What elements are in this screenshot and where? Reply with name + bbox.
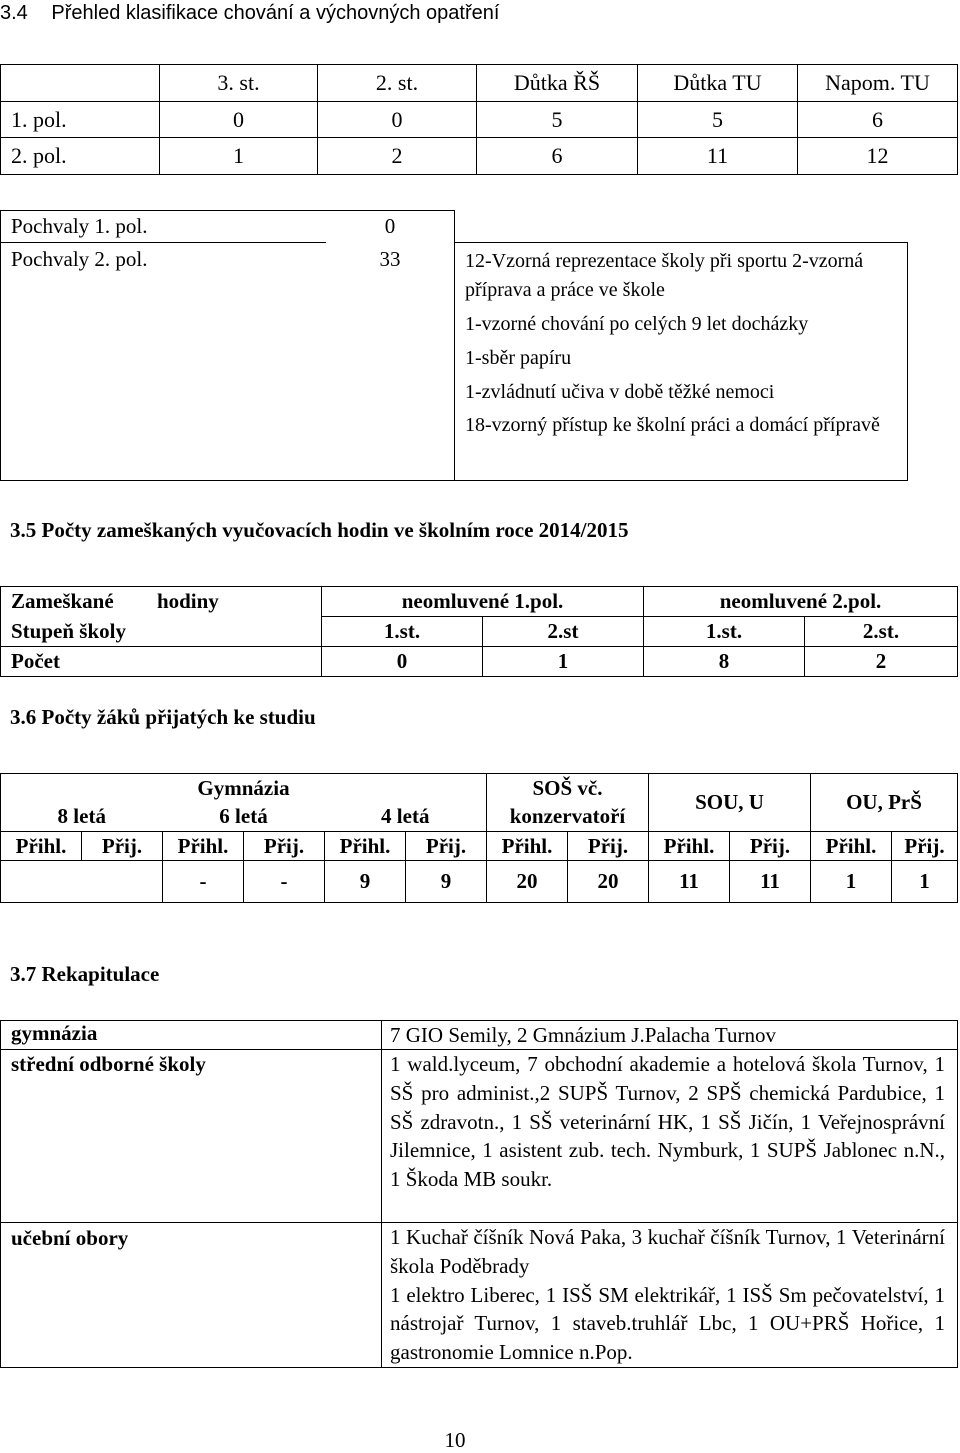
- recap-text: 7 GIO Semily, 2 Gmnázium J.Palacha Turnov: [382, 1021, 958, 1050]
- list-item: 18-vzorný přístup ke školní práci a domácí přípravě: [465, 414, 880, 436]
- table-row: [1, 1223, 958, 1368]
- row-label: hodiny: [156, 589, 219, 614]
- table-cell: 5: [638, 102, 798, 138]
- list-item: 12-Vzorná reprezentace školy při sportu 2-vzorná příprava a práce ve škole: [465, 250, 864, 301]
- table-cell: 9: [325, 861, 406, 903]
- table-cell: 5: [477, 102, 638, 138]
- header-cell: OU, PrŠ: [811, 774, 958, 832]
- table-cell: 2: [318, 138, 477, 175]
- header-cell: 4 letá: [325, 803, 487, 832]
- praise-label: Pochvaly 2. pol.: [1, 243, 327, 481]
- table-cell: 1.st.: [322, 617, 483, 647]
- table-row: [1, 617, 958, 647]
- table-cell: 1.st.: [644, 617, 805, 647]
- subheader-cell: Přij.: [568, 832, 649, 861]
- table-cell: 9: [406, 861, 487, 903]
- header-cell: neomluvené 2.pol.: [644, 587, 958, 617]
- table-cell: 0: [322, 647, 483, 677]
- table-row: [1, 102, 958, 138]
- subheader-cell: Přihl.: [325, 832, 406, 861]
- header-cell: Důtka TU: [638, 65, 798, 102]
- subheader-cell: Přij.: [244, 832, 325, 861]
- header-cell: SOU, U: [649, 774, 811, 832]
- page-number: 10: [444, 1428, 466, 1452]
- recap-text: 1 wald.lyceum, 7 obchodní akademie a hotelová škola Turnov, 1 SŠ pro administ.,2 SUPŠ Turnov, 2 SPŠ chemická Pardubice, 1 SŠ zdravotn., 1 SŠ veterinární HK, 1 SŠ Jičín, 1 Veřejnosprávní Jilemnice, 1 asistent zub. tech. Nymburk, 1 SUPŠ Jablonec n.N., 1 Škoda MB soukr.: [382, 1050, 958, 1223]
- header-cell: 8 letá: [1, 803, 163, 832]
- table-cell: 11: [649, 861, 730, 903]
- table-row: [1, 647, 958, 677]
- subheader-cell: Přihl.: [811, 832, 892, 861]
- table-cell: 2: [805, 647, 958, 677]
- header-cell: Gymnázia: [1, 774, 487, 803]
- praise-value: 33: [326, 243, 455, 481]
- subheader-cell: Přij.: [730, 832, 811, 861]
- row-label: Stupeň školy: [1, 617, 322, 647]
- subheader-cell: Přihl.: [1, 832, 82, 861]
- section-title: Přehled klasifikace chování a výchovných opatření: [51, 2, 500, 24]
- list-item: 1-zvládnutí učiva v době těžké nemoci: [465, 381, 775, 403]
- praise-value: 0: [326, 211, 455, 243]
- recap-table: [0, 1020, 958, 1368]
- subheader-cell: Přihl.: [487, 832, 568, 861]
- recap-label: učební obory: [1, 1223, 382, 1368]
- table-cell: -: [244, 861, 325, 903]
- subheader-cell: Přihl.: [649, 832, 730, 861]
- table-cell: 1: [483, 647, 644, 677]
- praise-reasons: [455, 243, 908, 481]
- subheader-cell: Přij.: [892, 832, 958, 861]
- subheader-cell: Přihl.: [163, 832, 244, 861]
- header-cell: Napom. TU: [798, 65, 958, 102]
- table-cell: 20: [487, 861, 568, 903]
- section-3-5-heading: 3.5 Počty zameškaných vyučovacích hodin ve školním roce 2014/2015: [10, 518, 629, 542]
- praise-label: Pochvaly 1. pol.: [1, 211, 327, 243]
- table-row: [1, 138, 958, 175]
- table-row: [1, 587, 958, 617]
- section-3-7-heading: 3.7 Rekapitulace: [10, 962, 160, 986]
- table-cell: 6: [477, 138, 638, 175]
- recap-label: gymnázia: [1, 1021, 382, 1050]
- table-cell: 1: [892, 861, 958, 903]
- table-row: [1, 861, 958, 903]
- list-item: 1-vzorné chování po celých 9 let docházky: [465, 313, 809, 335]
- section-3-6-heading: 3.6 Počty žáků přijatých ke studiu: [10, 705, 316, 729]
- recap-label: střední odborné školy: [1, 1050, 382, 1223]
- admissions-table: [0, 773, 958, 903]
- praise-table: [0, 210, 908, 481]
- table-row: [1, 243, 908, 481]
- header-cell: Důtka ŘŠ: [477, 65, 638, 102]
- table-cell: 2.st: [483, 617, 644, 647]
- subheader-cell: Přij.: [82, 832, 163, 861]
- table-row: [1, 1050, 958, 1223]
- table-row: [1, 65, 958, 102]
- table-row: [1, 1021, 958, 1050]
- table-row: [1, 832, 958, 861]
- table-cell: -: [163, 861, 244, 903]
- header-cell: konzervatoří: [487, 803, 649, 832]
- table-cell: 1: [811, 861, 892, 903]
- section-3-4-heading: [0, 2, 499, 25]
- table-cell: 11: [638, 138, 798, 175]
- header-cell: SOŠ vč.: [487, 774, 649, 803]
- classification-table: [0, 64, 958, 175]
- table-row: [1, 774, 958, 803]
- subheader-cell: Přij.: [406, 832, 487, 861]
- header-cell: 2. st.: [318, 65, 477, 102]
- header-cell: 3. st.: [160, 65, 318, 102]
- recap-text: 1 elektro Liberec, 1 ISŠ SM elektrikář, 1 ISŠ Sm pečovatelství, 1 nástrojař Turnov, 1 staveb.truhlář Lbc, 1 OU+PRŠ Hořice, 1 gastronomie Lomnice n.Pop.: [390, 1282, 945, 1365]
- table-cell: 1: [160, 138, 318, 175]
- row-label: Počet: [1, 647, 322, 677]
- table-cell: 8: [644, 647, 805, 677]
- table-cell: 20: [568, 861, 649, 903]
- recap-text: 1 Kuchař číšník Nová Paka, 3 kuchař číšník Turnov, 1 Veterinární škola Poděbrady: [390, 1225, 945, 1278]
- absence-table: [0, 586, 958, 677]
- table-cell: 12: [798, 138, 958, 175]
- table-cell: 6: [798, 102, 958, 138]
- table-cell: 11: [730, 861, 811, 903]
- row-label: 1. pol.: [1, 102, 160, 138]
- row-label: 2. pol.: [1, 138, 160, 175]
- list-item: 1-sběr papíru: [465, 347, 572, 369]
- header-cell: neomluvené 1.pol.: [322, 587, 644, 617]
- table-cell: 2.st.: [805, 617, 958, 647]
- section-number: 3.4: [0, 2, 28, 24]
- table-cell: 0: [318, 102, 477, 138]
- header-cell: 6 letá: [163, 803, 325, 832]
- table-row: [1, 211, 908, 243]
- table-cell: 0: [160, 102, 318, 138]
- row-label: Zameškané: [11, 589, 114, 614]
